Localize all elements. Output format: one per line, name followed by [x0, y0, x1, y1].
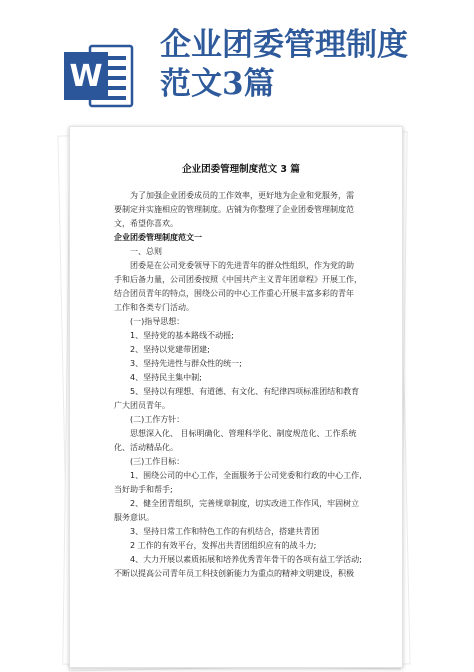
paragraph-line: 2 工作的有效平台，发挥出共青团组织应有的战斗力;	[130, 541, 317, 550]
svg-text:W: W	[69, 59, 103, 94]
banner-header	[0, 0, 474, 135]
paragraph-line: 4、大力开展以素质拓展和培养优秀青年骨干的各项有益工学活动;	[130, 555, 362, 564]
paragraph-line: 广大团员青年。	[114, 401, 170, 410]
paragraph-line: 1、围绕公司的中心工作，全面服务于公司党委和行政的中心工作,	[130, 471, 362, 480]
document-page	[69, 126, 403, 668]
page-title-line-1: 企业团委管理制度	[160, 27, 408, 63]
paragraph-line: 服务意识。	[114, 513, 154, 522]
paragraph-line: 1、坚持党的基本路线不动摇;	[130, 331, 234, 340]
paragraph-line: (三)工作目标：	[130, 457, 185, 466]
paragraph-line: 工作和各类专门活动。	[114, 303, 194, 312]
paragraph-line: 2、坚持以党建带团建;	[130, 345, 210, 354]
paragraph-line: 文，希望你喜欢。	[114, 219, 178, 228]
paragraph-line: 3、坚持日常工作和特色工作的有机结合，搭建共青团	[130, 527, 320, 536]
paragraph-line: 3、坚持先进性与群众性的统一;	[130, 359, 242, 368]
paragraph-line: 结合团员青年的特点，围绕公司的中心工作重心开展丰富多彩的青年	[114, 289, 354, 298]
paragraph-line: 团委是在公司党委领导下的先进青年的群众性组织，作为党的助	[130, 261, 354, 270]
paragraph-line: 5、坚持以有理想、有道德、有文化、有纪律四项标准团结和教育	[130, 387, 360, 396]
paragraph-line: 一、总则	[130, 247, 162, 256]
section-heading: 企业团委管理制度范文一	[114, 233, 202, 242]
paragraph-line: (二)工作方针：	[130, 415, 185, 424]
paragraph-line: 4、坚持民主集中制;	[130, 373, 202, 382]
word-document-icon	[60, 38, 136, 114]
paragraph-line: 当好助手和帮手;	[114, 485, 173, 494]
document-content	[114, 163, 368, 581]
paragraph-line: 要制定并实施相应的管理制度。店铺为你整理了企业团委管理制度范	[114, 205, 354, 214]
page-title-line-2: 范文3篇	[160, 66, 275, 102]
paragraph-line: 2、健全团青组织，完善规章制度，切实改进工作作风，牢固树立	[130, 499, 360, 508]
paragraph-line: 不断以提高公司青年员工科技创新能力为重点的精神文明建设，积极	[114, 569, 354, 578]
document-body	[114, 189, 368, 581]
paragraph-line: 为了加强企业团委成员的工作效率，更好地为企业和党服务，需	[130, 191, 354, 200]
paragraph-line: 化、活动精品化。	[114, 443, 178, 452]
document-title: 企业团委管理制度范文 3 篇	[182, 164, 300, 175]
paragraph-line: 思想深入化、 目标明确化、管理科学化、制度规范化、工作系统	[130, 429, 357, 438]
paragraph-line: (一)指导思想：	[130, 317, 185, 326]
paragraph-line: 手和后备力量，公司团委按照《中国共产主义青年团章程》开展工作，	[114, 275, 362, 284]
